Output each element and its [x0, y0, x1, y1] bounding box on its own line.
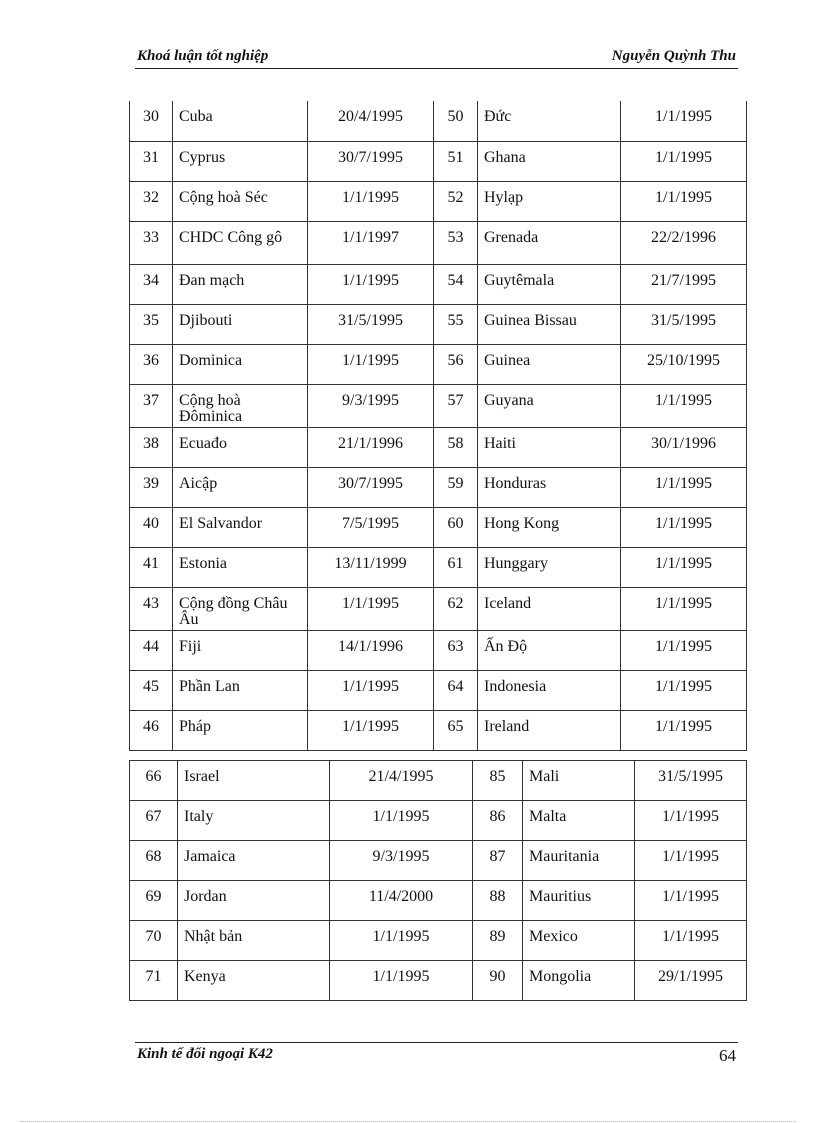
row-number: 35 [130, 304, 173, 344]
country-name: Ecuađo [173, 427, 308, 467]
row-number: 61 [434, 547, 478, 587]
date-value: 1/1/1995 [621, 507, 747, 547]
row-number: 67 [130, 801, 178, 841]
country-name: Mauritius [523, 881, 635, 921]
table-row [130, 141, 747, 181]
country-name: Mali [523, 761, 635, 801]
page-footer [135, 1042, 738, 1067]
date-value: 9/3/1995 [308, 384, 434, 427]
row-number: 34 [130, 264, 173, 304]
table-row [130, 467, 747, 507]
footer-course-label: Kinh tế đối ngoại K42 [137, 1046, 273, 1062]
row-number: 54 [434, 264, 478, 304]
country-name: Hylạp [478, 181, 621, 221]
country-name: Indonesia [478, 670, 621, 710]
country-name: Cuba [173, 101, 308, 141]
date-value: 7/5/1995 [308, 507, 434, 547]
date-value: 25/10/1995 [621, 344, 747, 384]
date-value: 21/1/1996 [308, 427, 434, 467]
row-number: 90 [473, 961, 523, 1001]
row-number: 68 [130, 841, 178, 881]
country-name: Fiji [173, 630, 308, 670]
table-row [130, 427, 747, 467]
header-thesis-title: Khoá luận tốt nghiệp [137, 48, 269, 64]
row-number: 38 [130, 427, 173, 467]
date-value: 30/7/1995 [308, 467, 434, 507]
country-name: Guytêmala [478, 264, 621, 304]
table-row [130, 801, 747, 841]
table-row [130, 841, 747, 881]
country-name: Guyana [478, 384, 621, 427]
date-value: 1/1/1995 [635, 841, 747, 881]
table-row [130, 961, 747, 1001]
date-value: 14/1/1996 [308, 630, 434, 670]
table-row [130, 670, 747, 710]
row-number: 64 [434, 670, 478, 710]
country-name: Đức [478, 101, 621, 141]
page-header [135, 48, 738, 69]
date-value: 1/1/1995 [308, 710, 434, 750]
date-value: 11/4/2000 [330, 881, 473, 921]
date-value: 13/11/1999 [308, 547, 434, 587]
page-number: 64 [719, 1046, 736, 1065]
date-value: 1/1/1995 [621, 181, 747, 221]
country-name: Đan mạch [173, 264, 308, 304]
row-number: 86 [473, 801, 523, 841]
date-value: 30/1/1996 [621, 427, 747, 467]
date-value: 1/1/1995 [621, 710, 747, 750]
date-value: 1/1/1995 [621, 101, 747, 141]
country-name: Mexico [523, 921, 635, 961]
date-value: 1/1/1995 [621, 141, 747, 181]
header-author-name: Nguyễn Quỳnh Thu [611, 48, 736, 64]
row-number: 70 [130, 921, 178, 961]
table-row [130, 344, 747, 384]
country-name: Guinea Bissau [478, 304, 621, 344]
date-value: 22/2/1996 [621, 221, 747, 264]
date-value: 1/1/1995 [635, 801, 747, 841]
country-name: Grenada [478, 221, 621, 264]
row-number: 32 [130, 181, 173, 221]
country-name: El Salvandor [173, 507, 308, 547]
country-name: Ireland [478, 710, 621, 750]
date-value: 31/5/1995 [635, 761, 747, 801]
date-value: 1/1/1997 [308, 221, 434, 264]
table-row [130, 507, 747, 547]
country-name: Kenya [178, 961, 330, 1001]
country-name: Hunggary [478, 547, 621, 587]
table-row [130, 710, 747, 750]
date-value: 1/1/1995 [308, 344, 434, 384]
date-value: 1/1/1995 [330, 961, 473, 1001]
date-value: 1/1/1995 [621, 587, 747, 630]
date-value: 1/1/1995 [330, 801, 473, 841]
page-bottom-edge [20, 1121, 796, 1122]
date-value: 31/5/1995 [621, 304, 747, 344]
date-value: 20/4/1995 [308, 101, 434, 141]
country-name: Ấn Độ [478, 630, 621, 670]
row-number: 39 [130, 467, 173, 507]
row-number: 85 [473, 761, 523, 801]
table-row [130, 881, 747, 921]
country-name: Pháp [173, 710, 308, 750]
row-number: 37 [130, 384, 173, 427]
row-number: 45 [130, 670, 173, 710]
country-name: Aicập [173, 467, 308, 507]
country-name: Jordan [178, 881, 330, 921]
country-name: Cộng hoà Séc [173, 181, 308, 221]
table-row [130, 587, 747, 630]
row-number: 31 [130, 141, 173, 181]
country-name: Mongolia [523, 961, 635, 1001]
row-number: 40 [130, 507, 173, 547]
country-name: Israel [178, 761, 330, 801]
date-value: 1/1/1995 [308, 587, 434, 630]
row-number: 66 [130, 761, 178, 801]
table-row [130, 101, 747, 141]
country-name: Jamaica [178, 841, 330, 881]
country-name: Iceland [478, 587, 621, 630]
country-name: Cộng hoà Đôminica [173, 384, 308, 427]
country-name: Phần Lan [173, 670, 308, 710]
table-row [130, 264, 747, 304]
country-name: Honduras [478, 467, 621, 507]
table-row [130, 547, 747, 587]
date-value: 29/1/1995 [635, 961, 747, 1001]
country-name: Haiti [478, 427, 621, 467]
date-value: 21/7/1995 [621, 264, 747, 304]
date-value: 1/1/1995 [621, 467, 747, 507]
date-value: 1/1/1995 [308, 670, 434, 710]
date-value: 1/1/1995 [635, 881, 747, 921]
date-value: 1/1/1995 [308, 264, 434, 304]
table-row [130, 761, 747, 801]
date-value: 21/4/1995 [330, 761, 473, 801]
table-row [130, 304, 747, 344]
country-name: Cộng đồng Châu Âu [173, 587, 308, 630]
row-number: 43 [130, 587, 173, 630]
row-number: 50 [434, 101, 478, 141]
row-number: 44 [130, 630, 173, 670]
country-name: Cyprus [173, 141, 308, 181]
country-name: CHDC Công gô [173, 221, 308, 264]
row-number: 60 [434, 507, 478, 547]
row-number: 69 [130, 881, 178, 921]
country-name: Hong Kong [478, 507, 621, 547]
country-date-table-1 [129, 101, 747, 751]
table-row [130, 181, 747, 221]
row-number: 53 [434, 221, 478, 264]
row-number: 52 [434, 181, 478, 221]
table-row [130, 221, 747, 264]
row-number: 36 [130, 344, 173, 384]
table-row [130, 384, 747, 427]
row-number: 63 [434, 630, 478, 670]
row-number: 89 [473, 921, 523, 961]
row-number: 56 [434, 344, 478, 384]
row-number: 88 [473, 881, 523, 921]
country-name: Malta [523, 801, 635, 841]
row-number: 46 [130, 710, 173, 750]
country-name: Estonia [173, 547, 308, 587]
row-number: 71 [130, 961, 178, 1001]
country-name: Ghana [478, 141, 621, 181]
row-number: 65 [434, 710, 478, 750]
country-name: Italy [178, 801, 330, 841]
country-name: Nhật bản [178, 921, 330, 961]
date-value: 1/1/1995 [308, 181, 434, 221]
country-name: Djibouti [173, 304, 308, 344]
country-name: Mauritania [523, 841, 635, 881]
country-date-table-2 [129, 760, 747, 1001]
date-value: 1/1/1995 [330, 921, 473, 961]
country-name: Guinea [478, 344, 621, 384]
row-number: 51 [434, 141, 478, 181]
row-number: 55 [434, 304, 478, 344]
table-row [130, 630, 747, 670]
date-value: 1/1/1995 [621, 630, 747, 670]
date-value: 1/1/1995 [621, 670, 747, 710]
row-number: 62 [434, 587, 478, 630]
row-number: 58 [434, 427, 478, 467]
row-number: 59 [434, 467, 478, 507]
table-row [130, 921, 747, 961]
row-number: 41 [130, 547, 173, 587]
row-number: 33 [130, 221, 173, 264]
date-value: 1/1/1995 [635, 921, 747, 961]
row-number: 30 [130, 101, 173, 141]
date-value: 31/5/1995 [308, 304, 434, 344]
date-value: 30/7/1995 [308, 141, 434, 181]
date-value: 1/1/1995 [621, 384, 747, 427]
row-number: 87 [473, 841, 523, 881]
country-name: Dominica [173, 344, 308, 384]
row-number: 57 [434, 384, 478, 427]
date-value: 1/1/1995 [621, 547, 747, 587]
date-value: 9/3/1995 [330, 841, 473, 881]
